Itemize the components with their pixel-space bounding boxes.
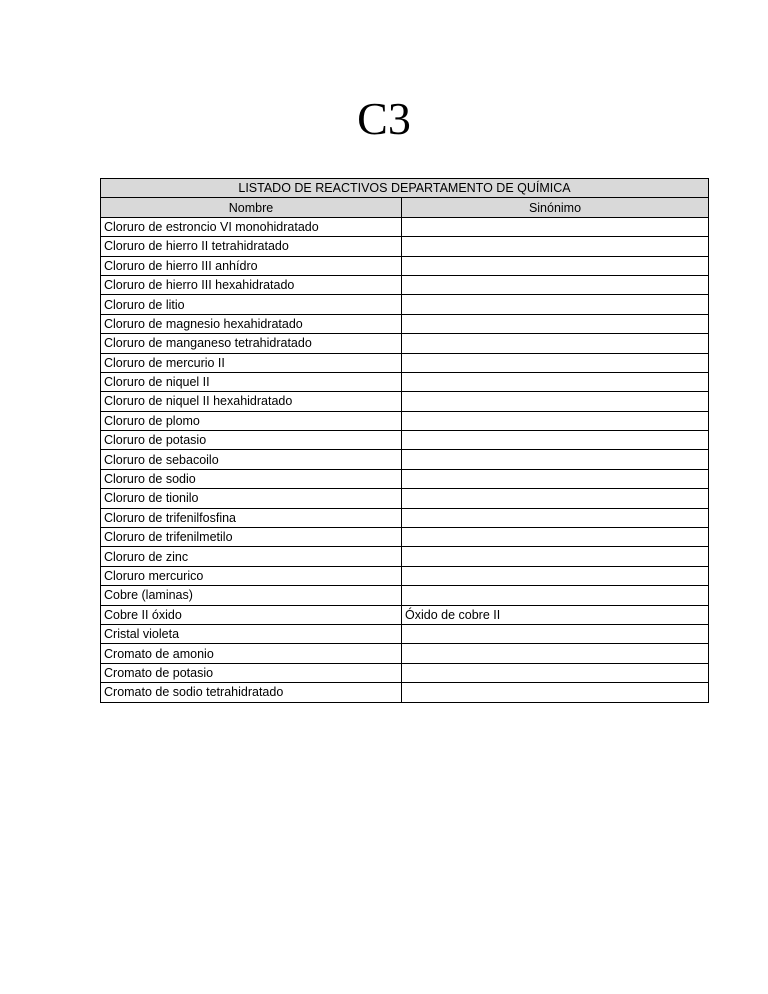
table-row	[101, 256, 709, 275]
cell-sinonimo	[402, 431, 709, 450]
page-title: C3	[357, 93, 411, 144]
table-row	[101, 392, 709, 411]
cell-nombre: Cloruro de manganeso tetrahidratado	[101, 334, 402, 353]
cell-sinonimo	[402, 489, 709, 508]
cell-nombre: Cloruro de tionilo	[101, 489, 402, 508]
cell-nombre: Cristal violeta	[101, 624, 402, 643]
table-row	[101, 566, 709, 585]
cell-sinonimo	[402, 314, 709, 333]
cell-sinonimo	[402, 450, 709, 469]
table-row	[101, 217, 709, 236]
cell-nombre: Cromato de amonio	[101, 644, 402, 663]
table-row	[101, 508, 709, 527]
cell-sinonimo	[402, 256, 709, 275]
cell-nombre: Cromato de potasio	[101, 663, 402, 682]
header-nombre: Nombre	[101, 198, 402, 217]
cell-sinonimo	[402, 237, 709, 256]
table-caption: LISTADO DE REACTIVOS DEPARTAMENTO DE QUÍMICA	[101, 179, 709, 198]
cell-sinonimo	[402, 469, 709, 488]
cell-nombre: Cloruro de mercurio II	[101, 353, 402, 372]
cell-sinonimo	[402, 566, 709, 585]
cell-sinonimo	[402, 644, 709, 663]
cell-nombre: Cloruro de hierro II tetrahidratado	[101, 237, 402, 256]
table-row	[101, 586, 709, 605]
table-row	[101, 683, 709, 702]
cell-nombre: Cloruro de trifenilfosfina	[101, 508, 402, 527]
table-row	[101, 547, 709, 566]
cell-nombre: Cloruro de sebacoilo	[101, 450, 402, 469]
cell-nombre: Cloruro de niquel II	[101, 372, 402, 391]
cell-sinonimo	[402, 353, 709, 372]
cell-sinonimo	[402, 411, 709, 430]
table-row	[101, 431, 709, 450]
cell-sinonimo	[402, 683, 709, 702]
cell-nombre: Cloruro de potasio	[101, 431, 402, 450]
table-header-row	[101, 198, 709, 217]
table-row	[101, 605, 709, 624]
cell-nombre: Cloruro mercurico	[101, 566, 402, 585]
table-row	[101, 644, 709, 663]
cell-sinonimo	[402, 586, 709, 605]
cell-nombre: Cloruro de hierro III hexahidratado	[101, 275, 402, 294]
cell-sinonimo	[402, 372, 709, 391]
reagents-table	[100, 178, 709, 703]
cell-sinonimo	[402, 275, 709, 294]
cell-nombre: Cloruro de magnesio hexahidratado	[101, 314, 402, 333]
table-row	[101, 469, 709, 488]
cell-nombre: Cloruro de plomo	[101, 411, 402, 430]
table-row	[101, 372, 709, 391]
cell-sinonimo	[402, 547, 709, 566]
cell-nombre: Cobre (laminas)	[101, 586, 402, 605]
table-row	[101, 489, 709, 508]
table-row	[101, 353, 709, 372]
header-sinonimo: Sinónimo	[402, 198, 709, 217]
cell-sinonimo	[402, 528, 709, 547]
table-row	[101, 275, 709, 294]
cell-nombre: Cloruro de litio	[101, 295, 402, 314]
cell-sinonimo	[402, 663, 709, 682]
table-row	[101, 624, 709, 643]
cell-sinonimo	[402, 334, 709, 353]
cell-sinonimo	[402, 295, 709, 314]
cell-nombre: Cloruro de zinc	[101, 547, 402, 566]
table-row	[101, 334, 709, 353]
table-row	[101, 663, 709, 682]
cell-sinonimo	[402, 624, 709, 643]
cell-sinonimo	[402, 392, 709, 411]
table-row	[101, 237, 709, 256]
cell-nombre: Cloruro de niquel II hexahidratado	[101, 392, 402, 411]
table-row	[101, 295, 709, 314]
table-row	[101, 528, 709, 547]
cell-nombre: Cloruro de estroncio VI monohidratado	[101, 217, 402, 236]
cell-sinonimo	[402, 508, 709, 527]
table-row	[101, 314, 709, 333]
table-row	[101, 450, 709, 469]
cell-sinonimo: Óxido de cobre II	[402, 605, 709, 624]
table-caption-row	[101, 179, 709, 198]
cell-sinonimo	[402, 217, 709, 236]
cell-nombre: Cloruro de sodio	[101, 469, 402, 488]
cell-nombre: Cobre II óxido	[101, 605, 402, 624]
table-row	[101, 411, 709, 430]
cell-nombre: Cloruro de trifenilmetilo	[101, 528, 402, 547]
cell-nombre: Cloruro de hierro III anhídro	[101, 256, 402, 275]
cell-nombre: Cromato de sodio tetrahidratado	[101, 683, 402, 702]
